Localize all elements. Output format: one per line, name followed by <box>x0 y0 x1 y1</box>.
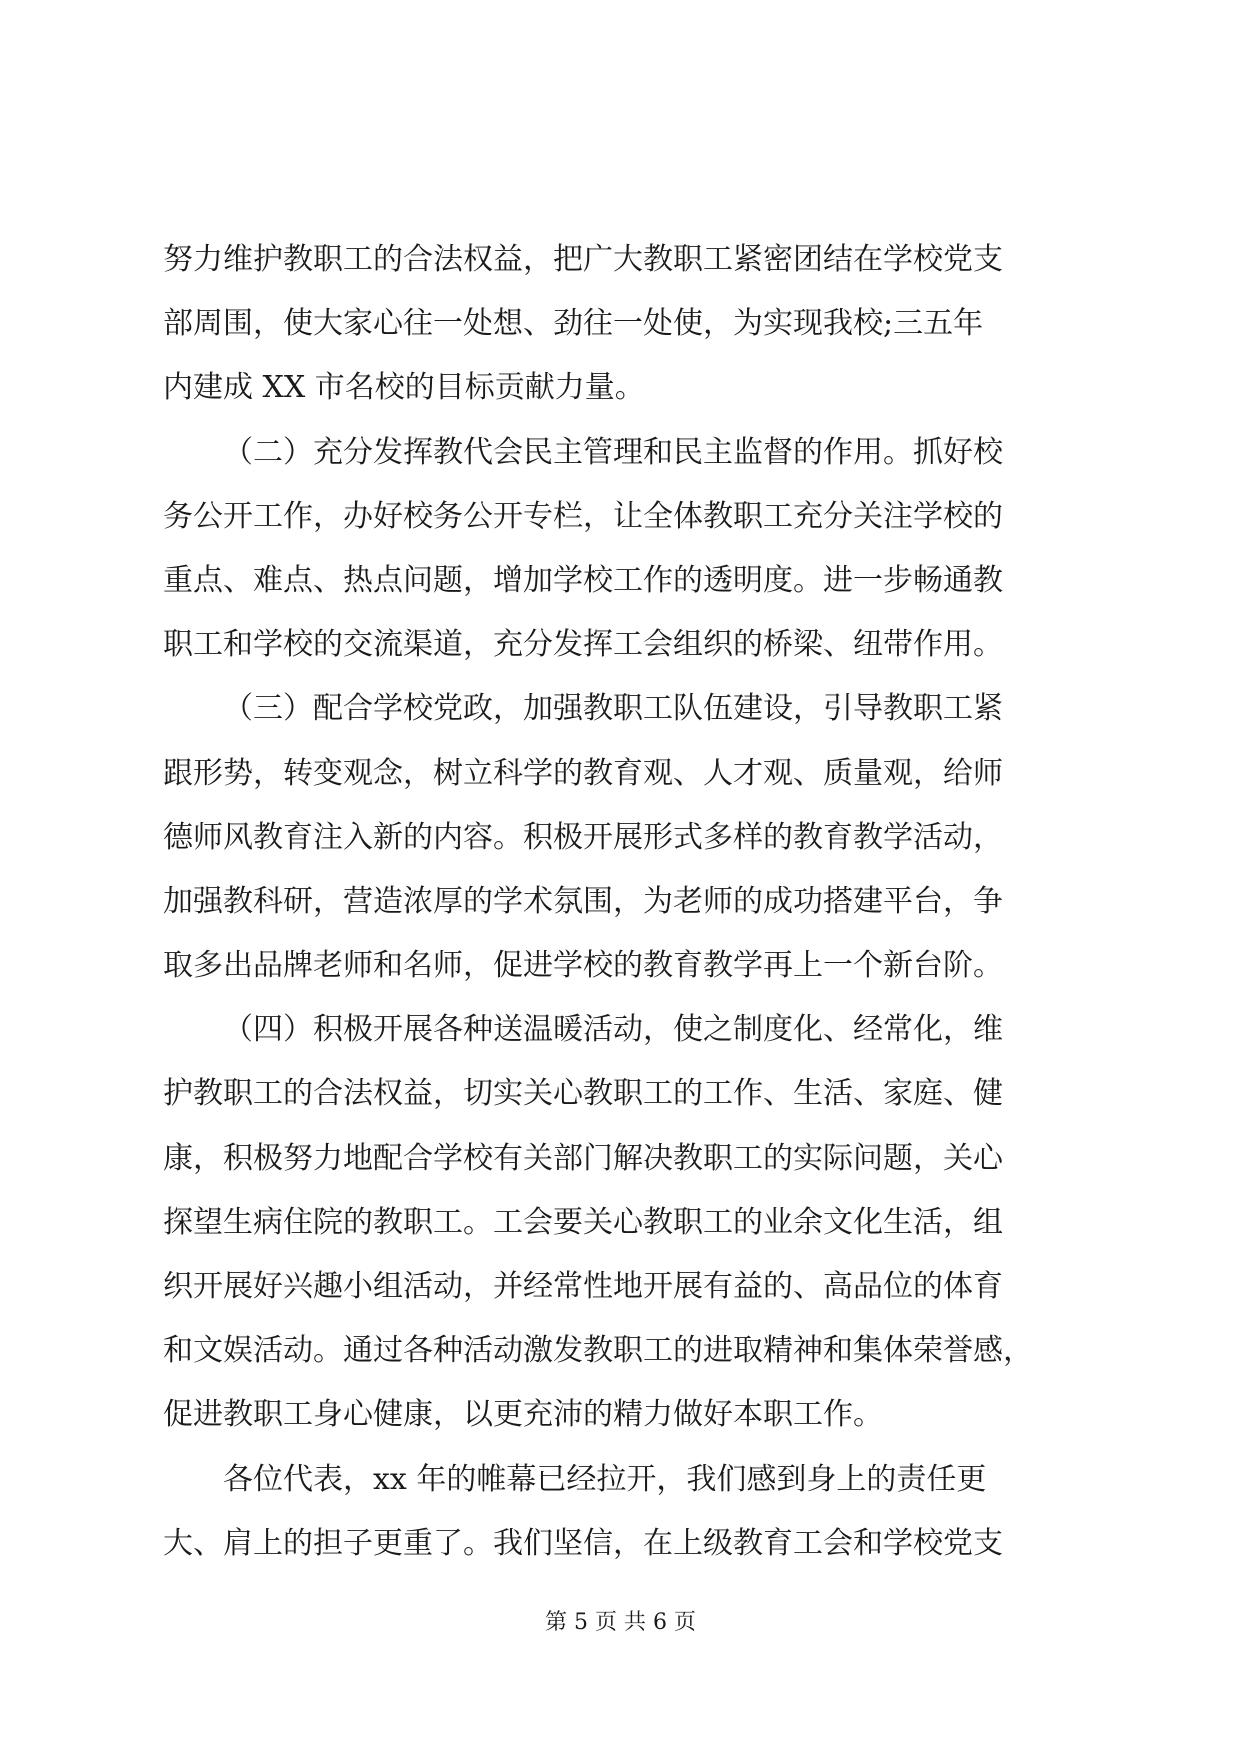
text-line: 大、肩上的担子更重了。我们坚信，在上级教育工会和学校党支 <box>163 1525 1003 1561</box>
text-line: （二）充分发挥教代会民主管理和民主监督的作用。抓好校 <box>223 434 1003 470</box>
text-line: 德师风教育注入新的内容。积极开展形式多样的教育教学活动， <box>163 819 1003 855</box>
text-line: 内建成 XX 市名校的目标贡献力量。 <box>163 370 645 406</box>
text-line: 和文娱活动。通过各种活动激发教职工的进取精神和集体荣誉感， <box>163 1333 1033 1369</box>
text-line: 职工和学校的交流渠道，充分发挥工会组织的桥梁、纽带作用。 <box>163 627 1003 663</box>
text-line: （三）配合学校党政，加强教职工队伍建设，引导教职工紧 <box>223 691 1003 727</box>
text-line: 康，积极努力地配合学校有关部门解决教职工的实际问题，关心 <box>163 1140 1003 1176</box>
text-line: （四）积极开展各种送温暖活动，使之制度化、经常化，维 <box>223 1012 1003 1048</box>
text-line: 护教职工的合法权益，切实关心教职工的工作、生活、家庭、健 <box>163 1076 1003 1112</box>
text-line: 部周围，使大家心往一处想、劲往一处使，为实现我校;三五年 <box>163 306 984 342</box>
text-line: 重点、难点、热点问题，增加学校工作的透明度。进一步畅通教 <box>163 562 1003 598</box>
text-line: 织开展好兴趣小组活动，并经常性地开展有益的、高品位的体育 <box>163 1269 1003 1304</box>
text-line: 促进教职工身心健康，以更充沛的精力做好本职工作。 <box>163 1397 883 1433</box>
text-line: 各位代表，xx 年的帷幕已经拉开，我们感到身上的责任更 <box>223 1461 987 1497</box>
text-line: 加强教科研，营造浓厚的学术氛围，为老师的成功搭建平台，争 <box>163 883 1003 919</box>
document-body <box>163 228 1083 1576</box>
text-line: 取多出品牌老师和名师，促进学校的教育教学再上一个新台阶。 <box>163 948 1003 984</box>
page-footer: 第 5 页 共 6 页 <box>545 1610 696 1635</box>
text-line: 努力维护教职工的合法权益，把广大教职工紧密团结在学校党支 <box>163 242 1003 277</box>
text-line: 跟形势，转变观念，树立科学的教育观、人才观、质量观，给师 <box>163 755 1003 791</box>
text-line: 探望生病住院的教职工。工会要关心教职工的业余文化生活，组 <box>163 1204 1003 1240</box>
text-line: 务公开工作，办好校务公开专栏，让全体教职工充分关注学校的 <box>163 498 1003 534</box>
